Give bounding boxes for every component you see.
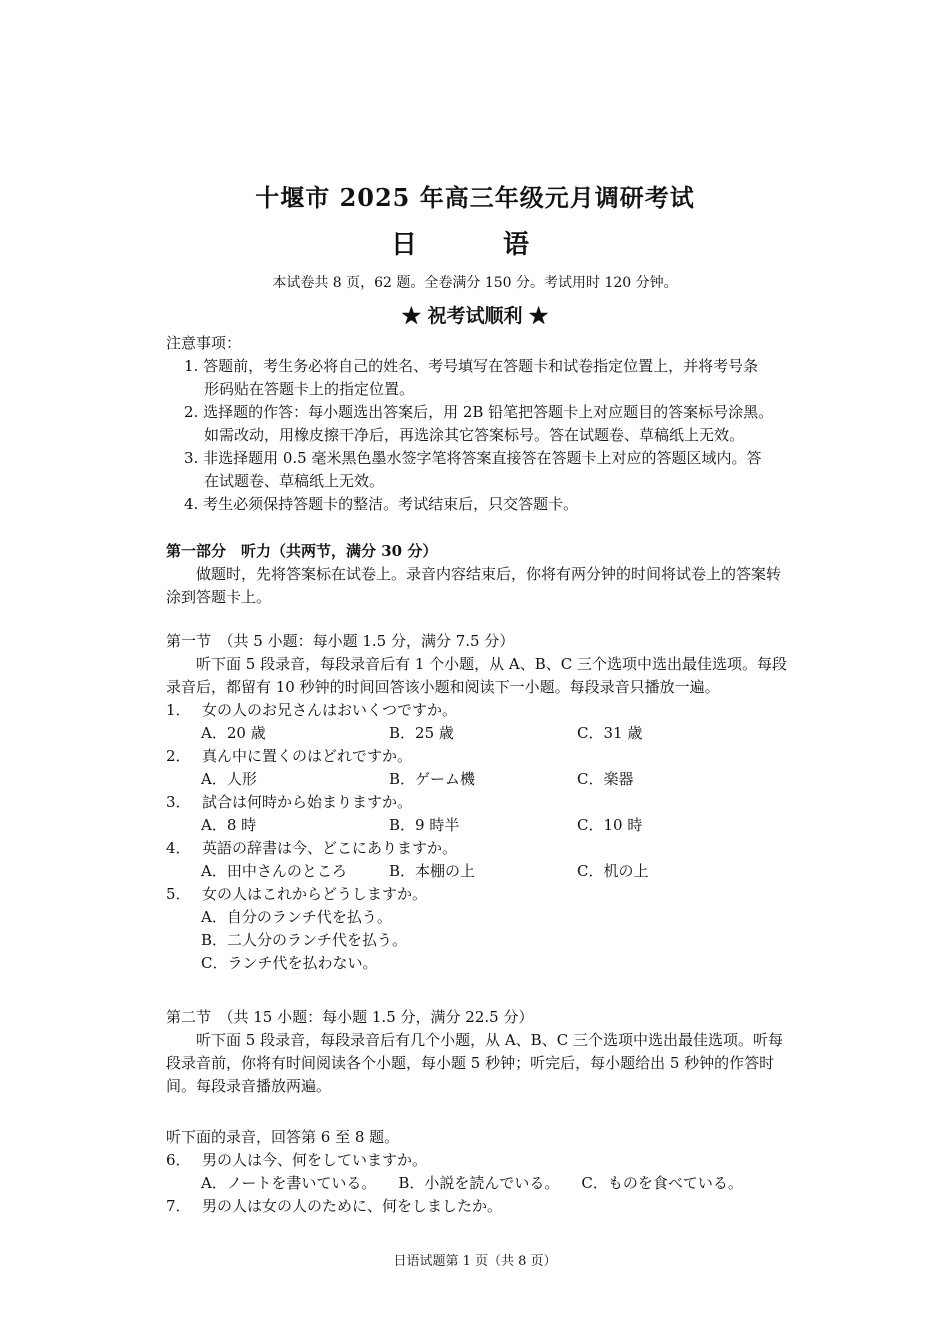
option-b: B．25 歳: [389, 724, 454, 742]
question-text: 真ん中に置くのはどれですか。: [202, 747, 413, 765]
option-a: A．8 時: [201, 816, 257, 834]
page-footer: 日语试题第 1 页（共 8 页）: [393, 1254, 557, 1269]
question-number: 5．: [166, 885, 191, 903]
question-text: 英語の辞書は今、どこにありますか。: [202, 839, 458, 857]
question-6: [166, 1149, 791, 1172]
option-c: C．ものを食べている。: [581, 1174, 743, 1192]
question-number: 7．: [166, 1197, 191, 1215]
question-6-options: [166, 1172, 791, 1195]
part1-section: [166, 540, 791, 609]
question-1-options: [166, 722, 791, 745]
section2: [166, 1006, 791, 1098]
question-4-options: [166, 860, 791, 883]
option-c: C．楽器: [577, 770, 634, 788]
option-a: A．自分のランチ代を払う。: [201, 908, 392, 926]
option-b: B．ゲーム機: [389, 770, 476, 788]
question-2-options: [166, 768, 791, 791]
section1: [166, 630, 791, 975]
option-b: B．9 時半: [389, 816, 460, 834]
section1-heading: 第一节 （共 5 小题：每小题 1.5 分，满分 7.5 分）: [166, 632, 515, 650]
question-text: 試合は何時から始まりますか。: [202, 793, 413, 811]
question-3-options: [166, 814, 791, 837]
option-a: A．20 歳: [201, 724, 266, 742]
question-5: [166, 883, 791, 906]
exam-meta: 本试卷共 8 页，62 题。全卷满分 150 分。考试用时 120 分钟。: [272, 275, 678, 291]
note-item-2-line-2: 如需改动，用橡皮擦干净后，再选涂其它答案标号。答在试题卷、草稿纸上无效。: [204, 426, 745, 444]
note-item-3-line-2: 在试题卷、草稿纸上无效。: [204, 472, 385, 490]
option-c: C．ランチ代を払わない。: [201, 954, 378, 972]
question-7: [166, 1195, 791, 1218]
question-text: 男の人は今、何をしていますか。: [202, 1151, 428, 1169]
option-b: B．小説を読んでいる。: [398, 1174, 560, 1192]
question-1: [166, 699, 791, 722]
question-4: [166, 837, 791, 860]
question-3: [166, 791, 791, 814]
notes-heading: 注意事项：: [166, 334, 242, 352]
subject-title: 日 语: [390, 230, 559, 260]
section1-intro: 听下面 5 段录音，每段录音后有 1 个小题，从 A、B、C 三个选项中选出最佳选项。每段录音后，都留有 10 秒钟的时间回答该小题和阅读下一小题。每段录音只播放一遍。: [166, 655, 788, 696]
option-a: A．人形: [201, 770, 257, 788]
option-a: A．ノートを書いている。: [201, 1174, 377, 1192]
option-c: C．31 歳: [577, 724, 643, 742]
option-c: C．10 時: [577, 816, 643, 834]
part1-intro: 做题时，先将答案标在试卷上。录音内容结束后，你将有两分钟的时间将试卷上的答案转涂到答题卡上。: [166, 565, 782, 606]
question-group-instruction: 听下面的录音，回答第 6 至 8 题。: [166, 1128, 400, 1146]
question-number: 6．: [166, 1151, 191, 1169]
note-item-1-line-2: 形码贴在答题卡上的指定位置。: [204, 380, 415, 398]
question-text: 女の人はこれからどうしますか。: [202, 885, 428, 903]
good-luck-banner: ★ 祝考试顺利 ★: [401, 305, 549, 327]
question-number: 3．: [166, 793, 191, 811]
question-number: 2．: [166, 747, 191, 765]
option-b: B．二人分のランチ代を払う。: [201, 931, 408, 949]
section2-intro: 听下面 5 段录音，每段录音后有几个小题，从 A、B、C 三个选项中选出最佳选项。听每段录音前，你将有时间阅读各个小题，每小题 5 秒钟；听完后，每小题给出 5 秒钟的作答时间。每段录音播放两遍。: [166, 1031, 783, 1095]
part1-heading: 第一部分 听力（共两节，满分 30 分）: [166, 542, 438, 560]
note-item-1-line-1: 1. 答题前，考生务必将自己的姓名、考号填写在答题卡和试卷指定位置上，并将考号条: [184, 357, 759, 375]
question-text: 女の人のお兄さんはおいくつですか。: [202, 701, 458, 719]
question-group: [166, 1126, 791, 1218]
question-text: 男の人は女の人のために、何をしましたか。: [202, 1197, 503, 1215]
question-2: [166, 745, 791, 768]
notes-section: [166, 332, 791, 516]
question-number: 4．: [166, 839, 191, 857]
option-b: B．本棚の上: [389, 862, 476, 880]
question-number: 1．: [166, 701, 191, 719]
note-item-4-line-1: 4. 考生必须保持答题卡的整洁。考试结束后，只交答题卡。: [184, 495, 579, 513]
note-item-3-line-1: 3. 非选择题用 0.5 毫米黑色墨水签字笔将答案直接答在答题卡上对应的答题区域内。答: [184, 449, 762, 467]
exam-title: 十堰市 2025 年高三年级元月调研考试: [255, 183, 695, 212]
section2-heading: 第二节 （共 15 小题：每小题 1.5 分，满分 22.5 分）: [166, 1008, 534, 1026]
note-item-2-line-1: 2. 选择题的作答：每小题选出答案后，用 2B 铅笔把答题卡上对应题目的答案标号涂黑。: [184, 403, 774, 421]
option-a: A．田中さんのところ: [201, 862, 347, 880]
option-c: C．机の上: [577, 862, 649, 880]
